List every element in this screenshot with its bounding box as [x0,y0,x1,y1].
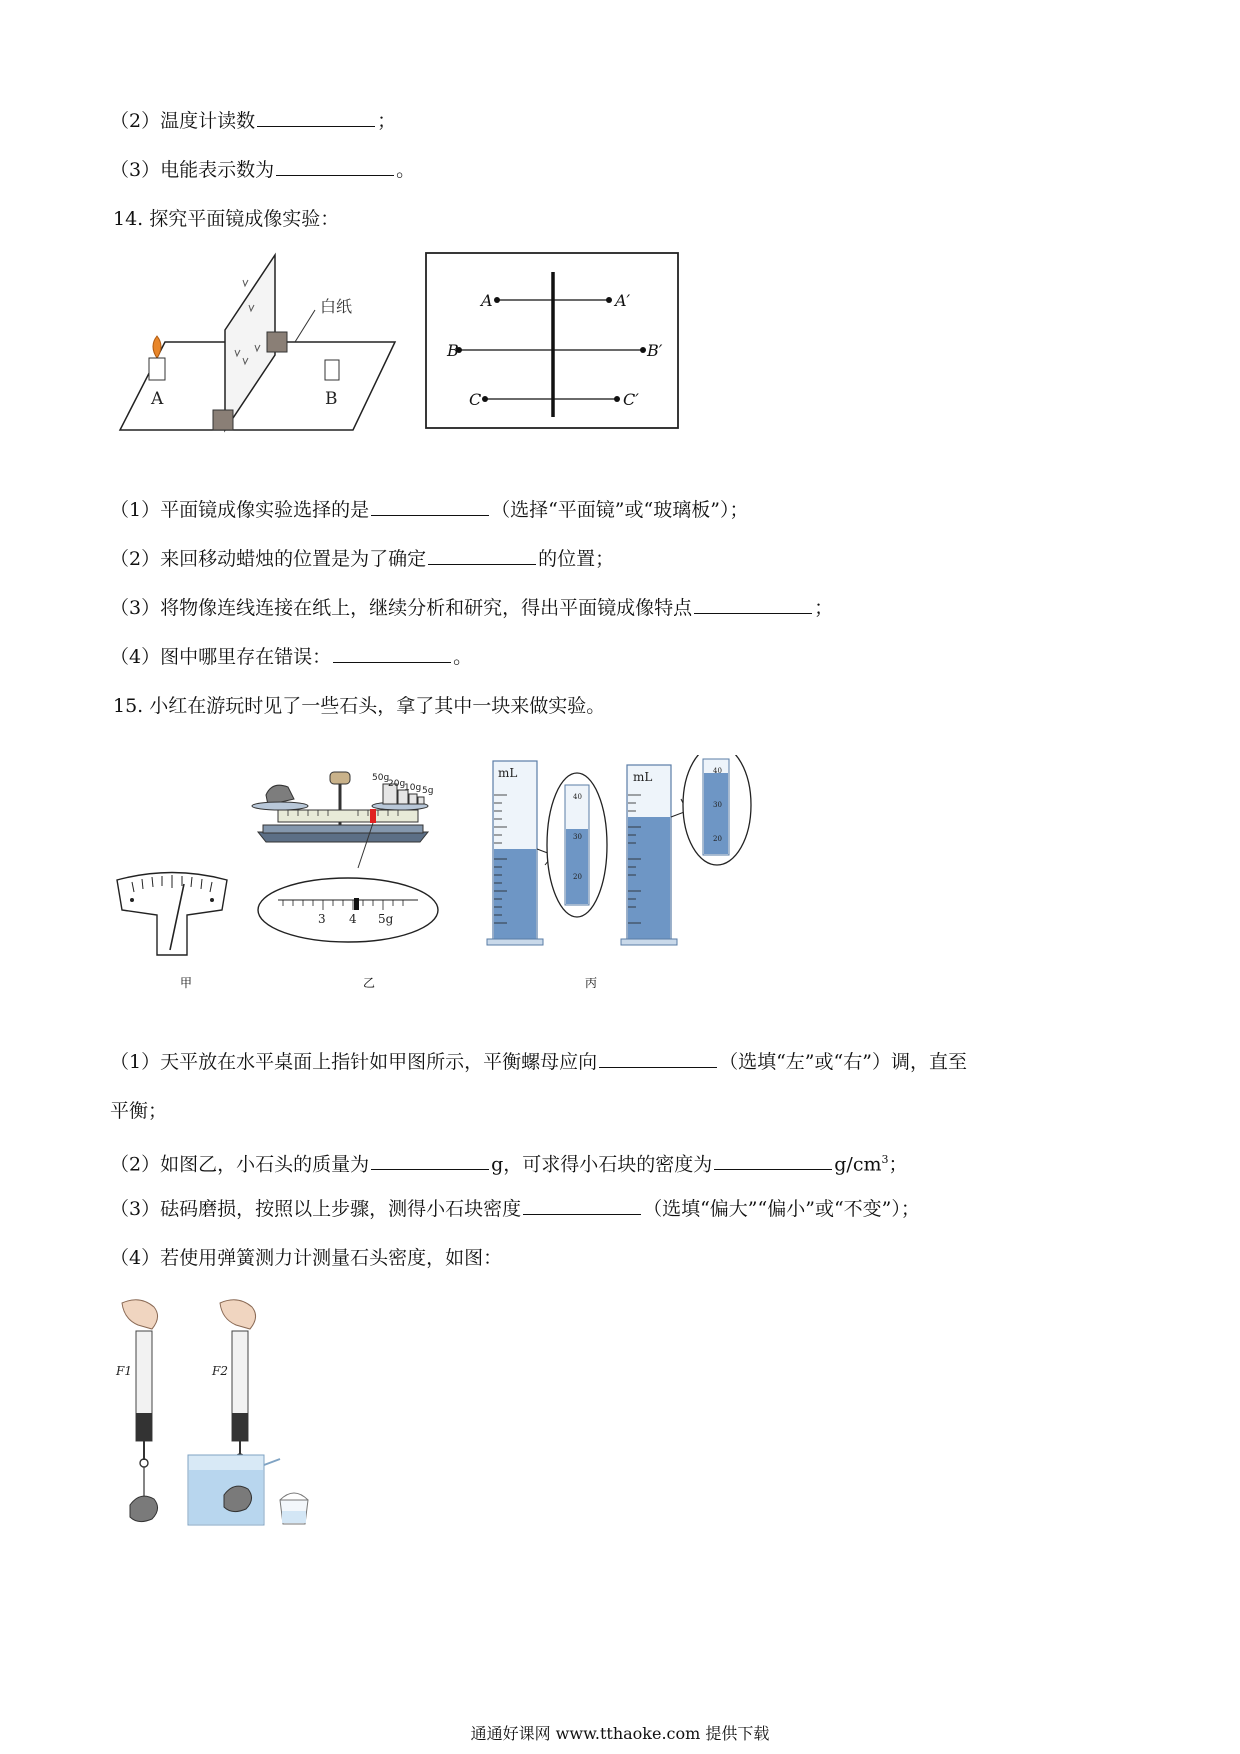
q15-item2-end: ； [888,1153,908,1176]
q13-item3-text: （3）电能表示数为 [110,159,275,181]
zoom1-tick-30: 30 [573,833,582,841]
zoom2-tick-20: 20 [713,835,722,843]
spring-scale-figure [110,1295,350,1535]
stone-2 [224,1486,252,1511]
pointer-scale-figure [112,870,232,970]
point-a [494,297,500,303]
q15-item3-text: （3）砝码磨损，按照以上步骤，测得小石块密度 [110,1198,522,1220]
force-label-f1: F1 [116,1364,132,1378]
q13-item2-blank[interactable] [257,108,375,127]
q14-item2 [110,546,614,572]
q14-item4-text: （4）图中哪里存在错误： [110,646,332,668]
q14-item3-blank[interactable] [694,595,812,614]
q14-item1-blank[interactable] [371,497,489,516]
q15-item2-density-blank[interactable] [714,1151,832,1170]
mirror-setup-figure [115,250,405,435]
label-a: A [481,291,493,310]
balance-beam [278,810,418,822]
cylinder-2-liquid [628,817,670,940]
rider-zoom [354,898,359,910]
q15-item1-line2: 平衡； [110,1100,168,1122]
point-c-prime [614,396,620,402]
q15-item3 [110,1196,920,1222]
force-label-f2: F2 [212,1364,228,1378]
q13-item3-blank[interactable] [276,157,394,176]
scale-tick-5g: 5g [378,912,394,926]
q14-title: 14. 探究平面镜成像实验： [113,208,340,230]
q15-item2-mass-blank[interactable] [371,1151,489,1170]
scale-tick-3: 3 [318,912,326,926]
balance-figure [248,770,458,960]
hand-1 [122,1300,158,1329]
q13-item2-suffix: ； [377,110,397,132]
q14-item1-text: （1）平面镜成像实验选择的是 [110,499,370,521]
q15-item1-blank[interactable] [599,1049,717,1068]
spring-scale-2-base [232,1413,248,1441]
q15-item2-unit: g/cm [834,1153,882,1176]
q14-item2-blank[interactable] [428,546,536,565]
block-bottom [213,410,233,430]
label-b: B [447,341,459,360]
point-b-prime [640,347,646,353]
q15-item4: （4）若使用弹簧测力计测量石头密度，如图： [110,1247,503,1269]
point-c [482,396,488,402]
q14-item2-text: （2）来回移动蜡烛的位置是为了确定 [110,548,427,570]
q15-item1-text: （1）天平放在水平桌面上指针如甲图所示，平衡螺母应向 [110,1051,598,1073]
q13-item3 [110,157,415,183]
q14-item3 [110,595,833,621]
q14-item3-suffix: ； [814,597,834,619]
q14-item1 [110,497,748,523]
fig-bing-label: 丙 [585,976,598,990]
page-footer: 通通好课网 www.tthaoke.com 提供下载 [470,1724,770,1743]
zoom1-tick-20: 20 [573,873,582,881]
q15-item2-mid: g，可求得小石块的密度为 [491,1153,713,1176]
label-b-prime: B′ [647,341,663,360]
cylinder-1-unit: mL [498,766,518,780]
weight-10g [409,794,417,804]
q15-title: 15. 小红在游玩时见了一些石头，拿了其中一块来做实验。 [113,695,606,717]
zoom2-tick-30: 30 [713,801,722,809]
q15-item1-line1 [110,1049,967,1075]
stone-1 [130,1496,158,1521]
candle-flame [153,336,161,358]
q14-item1-suffix: （选择“平面镜”或“玻璃板”）； [491,499,749,521]
scale-tick-4: 4 [349,912,357,926]
cylinder-1-liquid [494,849,536,940]
q15-item3-blank[interactable] [523,1196,641,1215]
weight-label-10g: 10g [404,783,422,793]
point-a-prime [606,297,612,303]
weight-label-20g: 20g [388,779,406,789]
q15-item1-suffix: （选填“左”或“右”）调，直至 [719,1051,967,1073]
zoom2-tick-40: 40 [713,767,722,775]
q15-item2-unit-sup: 3 [881,1153,889,1166]
paper-label: 白纸 [320,297,353,316]
candle-b-label: B [325,389,338,409]
q15-item2-text: （2）如图乙，小石头的质量为 [110,1153,370,1176]
q13-item3-suffix: 。 [396,159,416,181]
q15-item2 [110,1147,908,1177]
hand-2 [220,1300,256,1329]
candle-a-label: A [151,389,164,409]
candle-a [149,358,165,380]
weight-label-5g: 5g [422,786,434,796]
label-a-prime: A′ [615,291,631,310]
mirror-topview-figure [425,252,682,430]
q14-item4-blank[interactable] [333,644,451,663]
weight-label-50g: 50g [372,773,390,783]
fig-yi-label: 乙 [363,976,376,990]
q13-item2 [110,108,396,134]
cylinders-figure [485,755,760,955]
q15-item3-suffix: （选填“偏大”“偏小”或“不变”）； [643,1198,920,1220]
label-c-prime: C′ [623,390,639,409]
q14-item2-suffix: 的位置； [538,548,615,570]
q13-item2-text: （2）温度计读数 [110,110,256,132]
q14-item3-text: （3）将物像连线连接在纸上，继续分析和研究，得出平面镜成像特点 [110,597,693,619]
rider [370,809,376,823]
weight-5g [418,797,424,804]
label-c: C [469,390,482,409]
scale-zoom-ellipse [258,878,438,942]
zoom1-tick-40: 40 [573,793,582,801]
cylinder-2-unit: mL [633,770,653,784]
q14-item4 [110,644,472,670]
q14-item4-suffix: 。 [453,646,473,668]
candle-b [325,360,339,380]
block-top [267,332,287,352]
spring-scale-1-base [136,1413,152,1441]
fig-jia-label: 甲 [180,976,193,990]
